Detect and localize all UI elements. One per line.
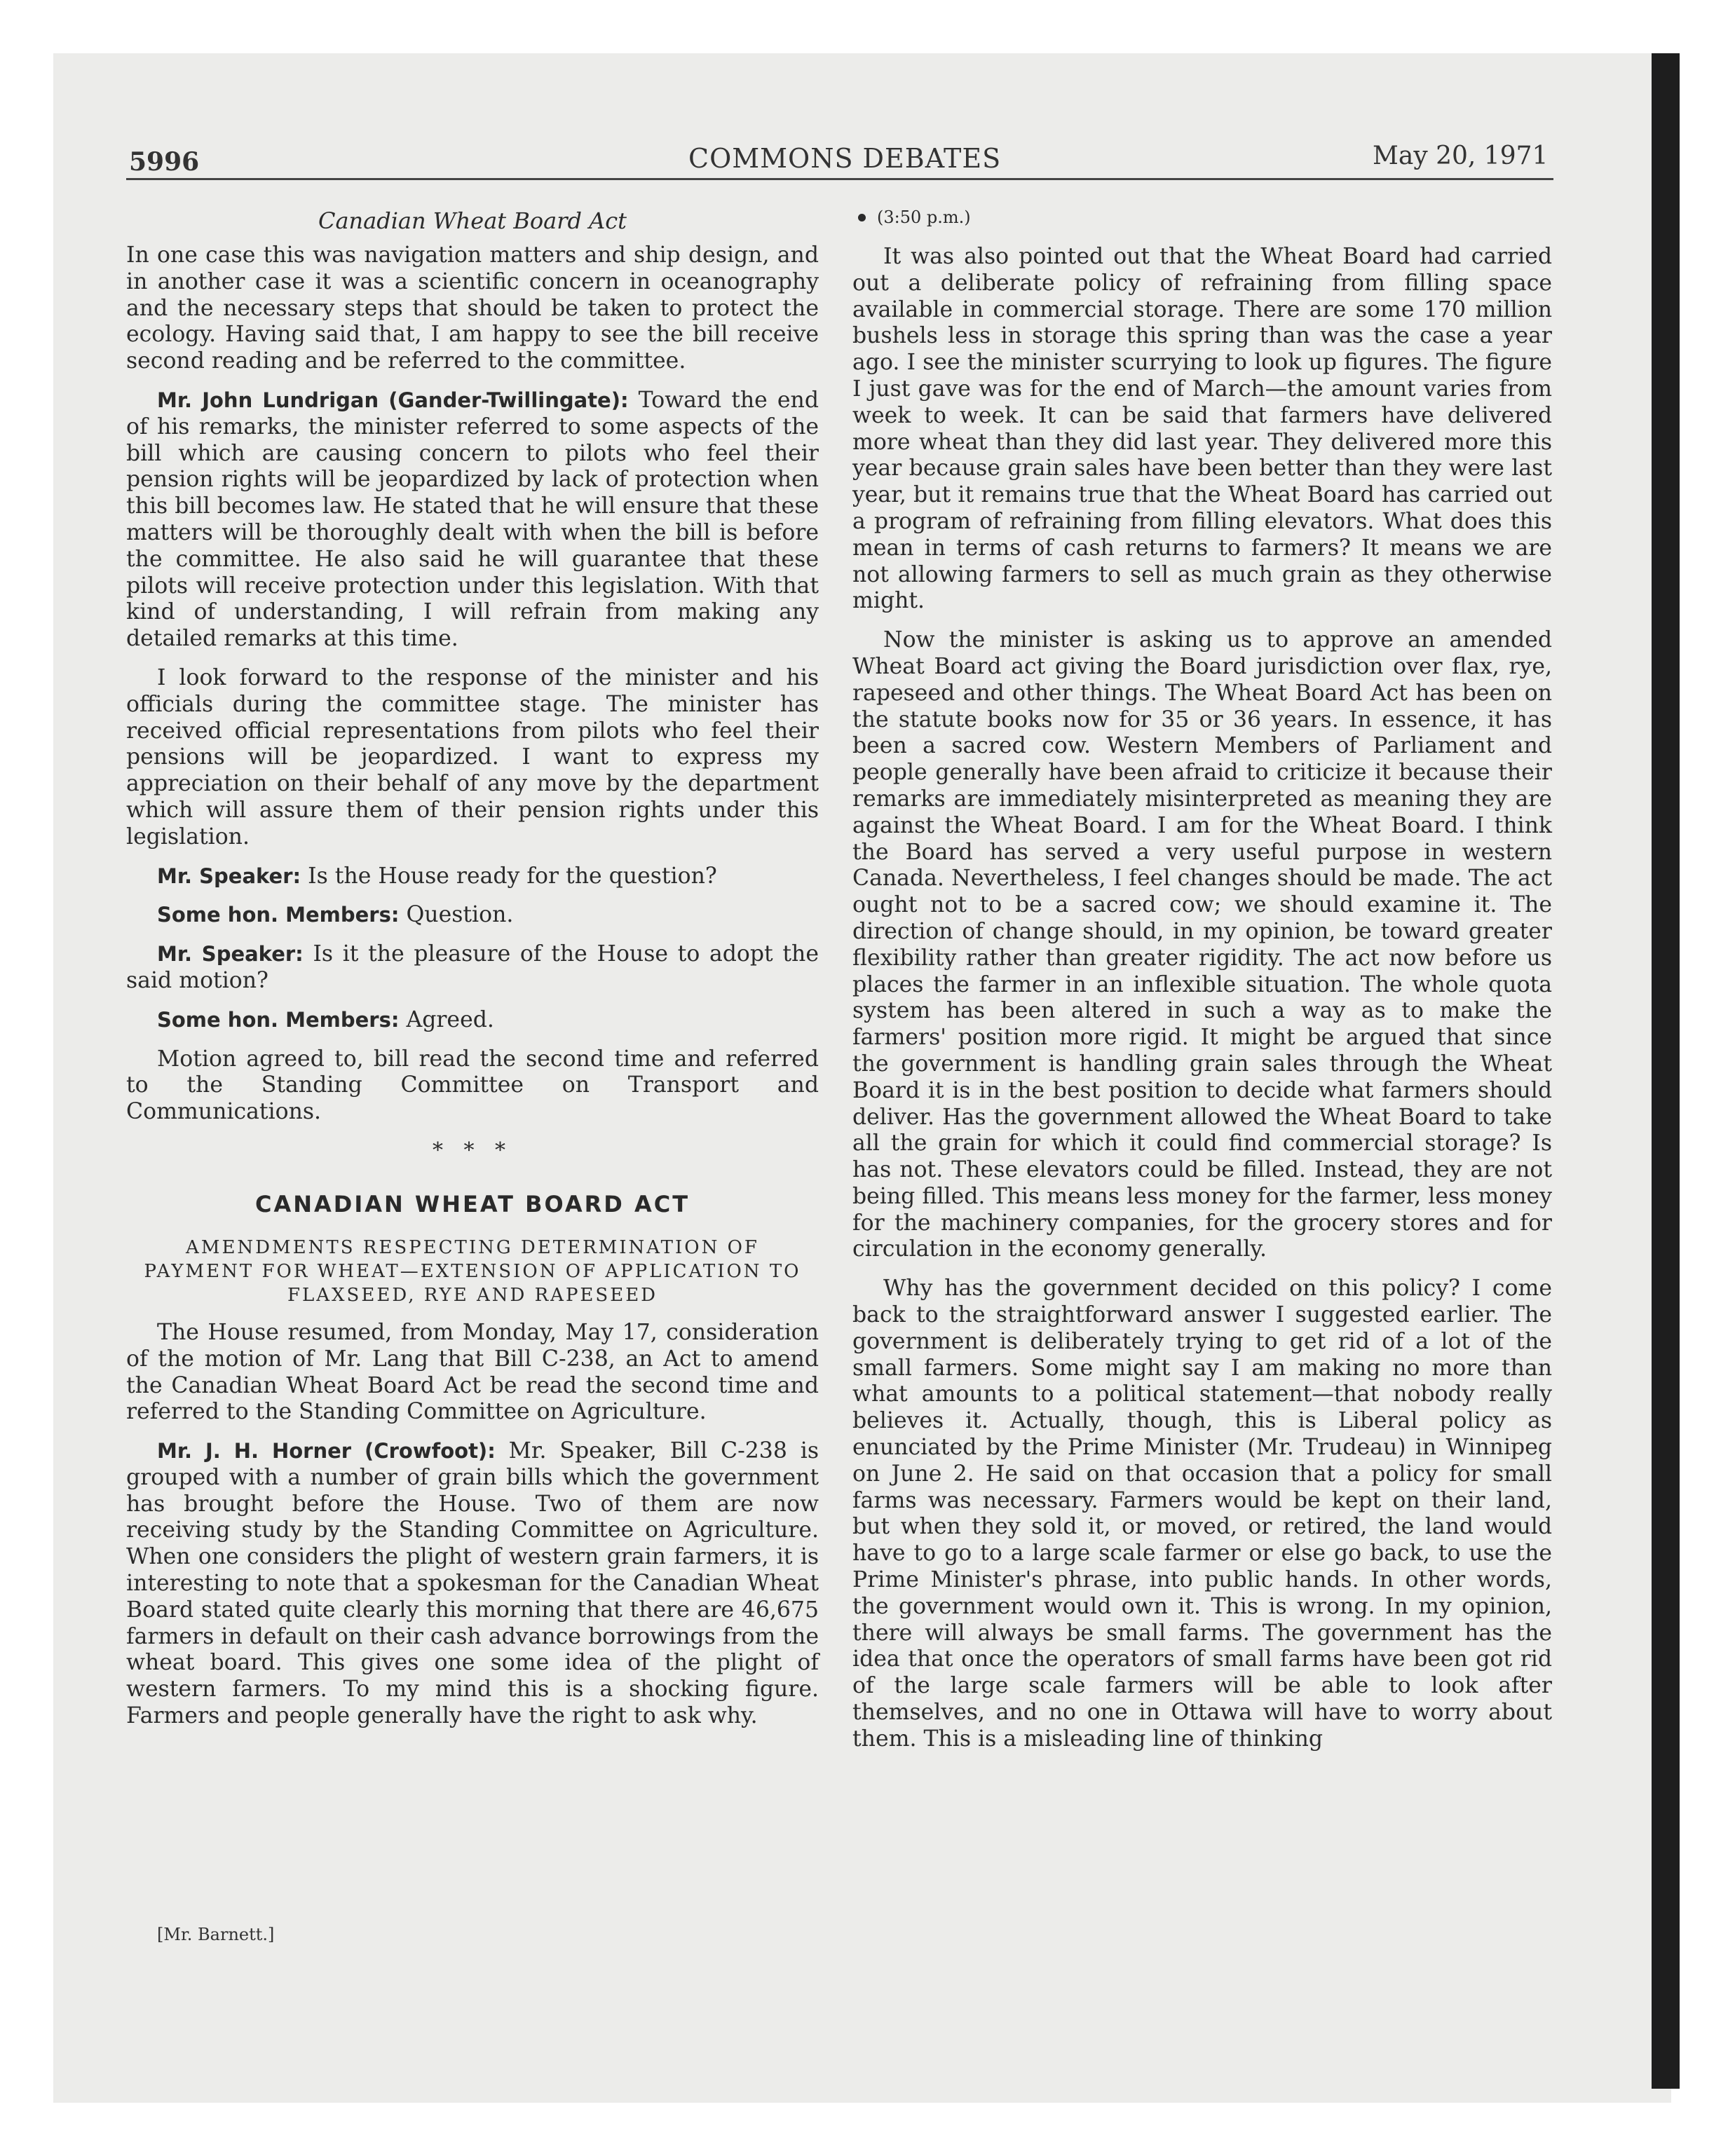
speaker-name: Mr. J. H. Horner (Crowfoot):	[157, 1439, 496, 1464]
paragraph: Motion agreed to, bill read the second time and referred to the Standing Committee on Transport and Communications.	[126, 1046, 819, 1125]
footer-note: [Mr. Barnett.]	[157, 1925, 275, 1944]
speaker-name: Mr. Speaker:	[157, 864, 301, 888]
running-head: Canadian Wheat Board Act	[318, 207, 627, 234]
paragraph: In one case this was navigation matters and ship design, and in another case it was a scientific concern in oceanography and the necessary steps that should be taken to protect the ecology. Having said that, I am happy to see the bill receive second reading and be referred to the committee.	[126, 243, 819, 374]
section-subheading: AMENDMENTS RESPECTING DETERMINATION OF PAYMENT FOR WHEAT—EXTENSION OF APPLICATION TO FLAXSEED, RYE AND RAPESEED	[144, 1236, 801, 1306]
page-number: 5996	[129, 147, 200, 177]
page-header	[0, 142, 1735, 184]
speaker-name: Some hon. Members:	[157, 903, 400, 927]
speech-text: Mr. Speaker, Bill C-238 is grouped with a number of grain bills which the government has brought before the House. Two of them are now receiving study by the Standing Committee on Agriculture. When one considers the plight of western grain farmers, it is interesting to note that a spokesman for the Canadian Wheat Board stated quite clearly this morning that there are 46,675 farmers in default on their cash advance borrowings from the wheat board. This gives one some idea of the plight of western farmers. To my mind this is a shocking figure. Farmers and people generally have the right to ask why.	[126, 1438, 819, 1729]
bullet-icon	[858, 214, 866, 221]
paragraph: I look forward to the response of the minister and his officials during the committee stage. The minister has received official representations from pilots who feel their pensions will be jeopardized. I want to express my appreciation on their behalf of any move by the department which will assure them of their pension rights under this legislation.	[126, 664, 819, 850]
speaker-name: Some hon. Members:	[157, 1007, 400, 1032]
speech-text: Is the House ready for the question?	[301, 863, 717, 889]
right-column	[852, 207, 1552, 1766]
paragraph: Now the minister is asking us to approve an amended Wheat Board act giving the Board jurisdiction over flax, rye, rapeseed and other things. The Wheat Board Act has been on the statute books now for 35 or 36 years. In essence, it has been a sacred cow. Western Members of Parliament and people generally have been afraid to criticize it because their remarks are immediately misinterpreted as meaning they are against the Wheat Board. I am for the Wheat Board. I think the Board has served a very useful purpose in western Canada. Nevertheless, I feel changes should be made. The act ought not to be a sacred cow; we should examine it. The direction of change should, in my opinion, be toward greater flexibility rather than greater rigidity. The act now before us places the farmer in an inflexible situation. The whole quota system has been altered in such a way as to make the farmers' position more rigid. It might be argued that since the government is handling grain sales through the Wheat Board it is in the best position to decide what farmers should deliver. Has the government allowed the Wheat Board to take all the grain for which it could find commercial storage? Is has not. These elevators could be filled. Instead, they are not being filled. This means less money for the farmer, less money for the machinery companies, for the grocery stores and for circulation in the economy generally.	[852, 627, 1552, 1262]
paragraph: Why has the government decided on this policy? I come back to the straightforward answer I suggested earlier. The government is deliberately trying to get rid of a lot of the small farmers. Some might say I am making no more than what amounts to a political statement—that nobody really believes it. Actually, though, this is Liberal policy as enunciated by the Prime Minister (Mr. Trudeau) in Winnipeg on June 2. He said on that occasion that a policy for small farms was necessary. Farmers would be kept on their land, but when they sold it, or moved, or retired, the land would have to go to a large scale farmer or else go back, to use the Prime Minister's phrase, into public hands. In other words, the government would own it. This is wrong. In my opinion, there will always be small farms. The government has the idea that once the operators of small farms have been got rid of the large scale farmers will be able to look after themselves, and no one in Ottawa will have to worry about them. This is a misleading line of thinking	[852, 1276, 1552, 1752]
section-separator: * * *	[432, 1138, 513, 1163]
speech-text: Question.	[399, 902, 514, 928]
paragraph: The House resumed, from Monday, May 17, consideration of the motion of Mr. Lang that Bill C-238, an Act to amend the Canadian Wheat Board Act be read the second time and referred to the Standing Committee on Agriculture.	[126, 1319, 819, 1425]
header-rule	[126, 178, 1553, 180]
speech-paragraph	[126, 1438, 819, 1730]
speech-text: Is it the pleasure of the House to adopt the said motion?	[126, 941, 819, 993]
speech-text: Agreed.	[399, 1007, 494, 1032]
speech-paragraph	[126, 941, 819, 995]
speech-paragraph	[126, 1007, 819, 1034]
speaker-name: Mr. John Lundrigan (Gander-Twillingate):	[157, 388, 629, 412]
page-date: May 20, 1971	[1373, 142, 1549, 170]
time-marker-text: (3:50 p.m.)	[877, 207, 971, 227]
speech-paragraph	[126, 388, 819, 653]
left-column	[126, 207, 819, 1742]
section-title: CANADIAN WHEAT BOARD ACT	[254, 1190, 690, 1217]
scan-edge-bar	[1652, 53, 1680, 2089]
speech-text: Toward the end of his remarks, the minister referred to some aspects of the bill which are causing concern to pilots who feel their pension rights will be jeopardized by lack of protection when this bill becomes law. He stated that he will ensure that these matters will be thoroughly dealt with when the bill is before the committee. He also said he will guarantee that these pilots will receive protection under this legislation. With that kind of understanding, I will refrain from making any detailed remarks at this time.	[126, 387, 819, 652]
speech-paragraph	[126, 864, 819, 890]
speech-paragraph	[126, 902, 819, 929]
speaker-name: Mr. Speaker:	[157, 942, 304, 967]
publication-title: COMMONS DEBATES	[688, 143, 1002, 174]
time-marker	[852, 207, 1552, 227]
paragraph: It was also pointed out that the Wheat Board had carried out a deliberate policy of refraining from filling space available in commercial storage. There are some 170 million bushels less in storage this spring than was the case a year ago. I see the minister scurrying to look up figures. The figure I just gave was for the end of March—the amount varies from week to week. It can be said that farmers have delivered more wheat than they did last year. They delivered more this year because grain sales have been better than they were last year, but it remains true that the Wheat Board has carried out a program of refraining from filling elevators. What does this mean in terms of cash returns to farmers? It means we are not allowing farmers to sell as much grain as they otherwise might.	[852, 244, 1552, 614]
